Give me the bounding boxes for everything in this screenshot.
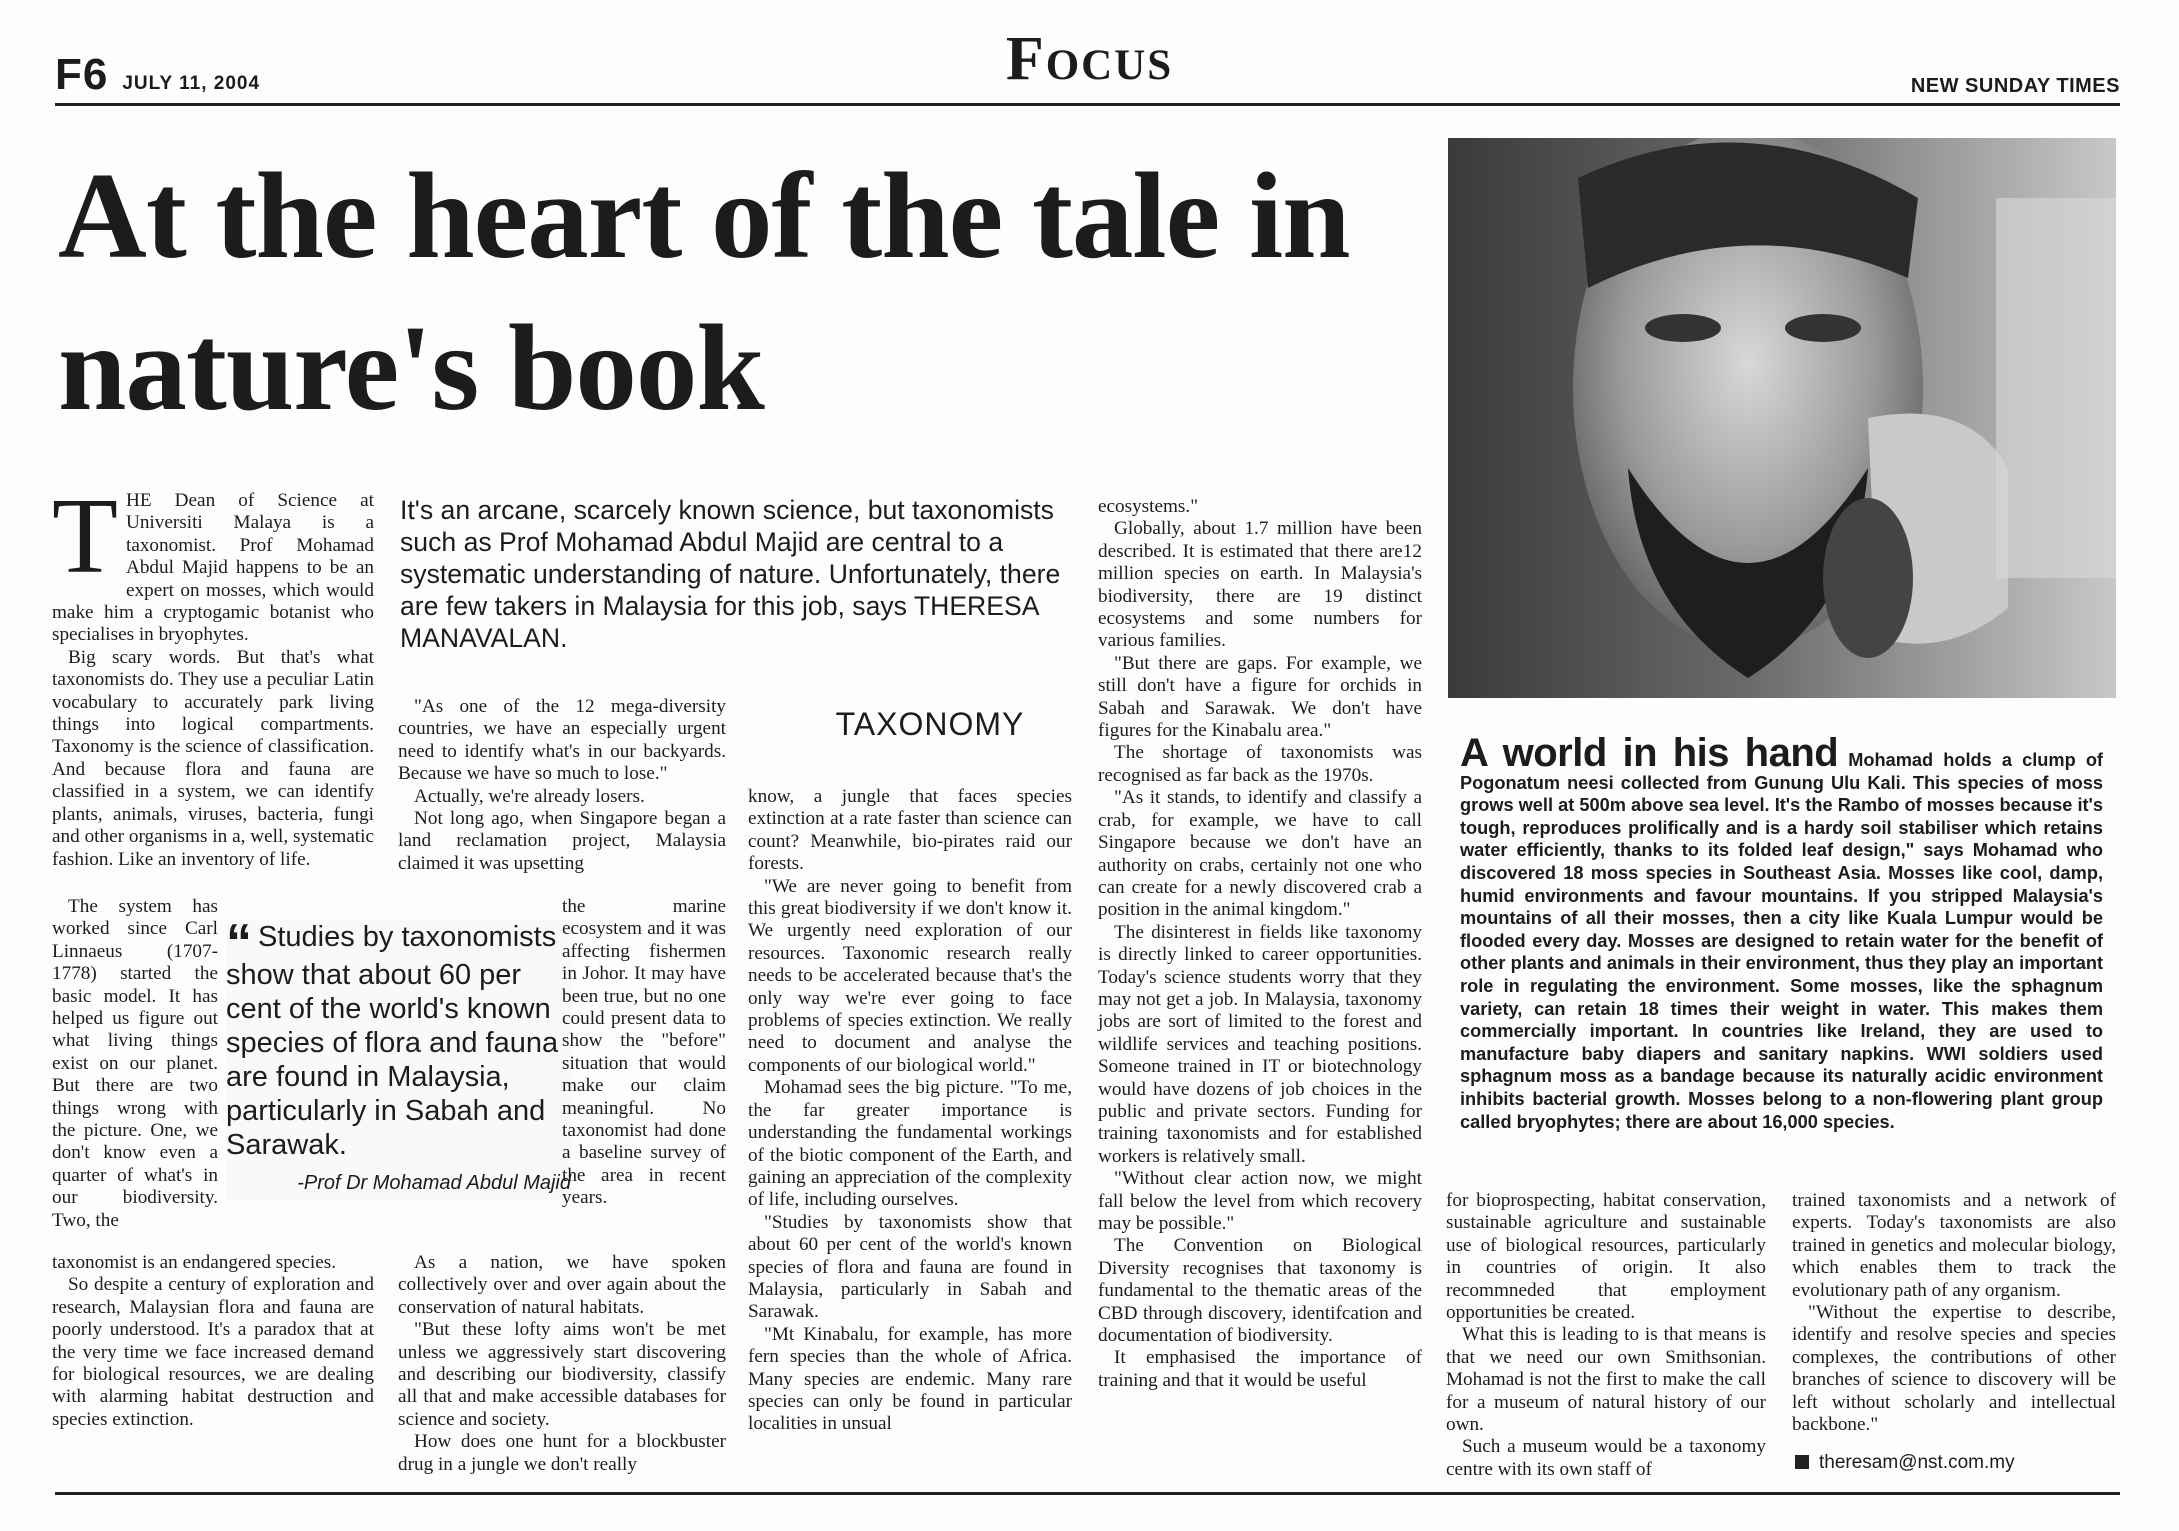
paragraph: The system has worked since Carl Linnaeus (1707-1778) started the basic model. It has helped us figure out what living things exist on our planet. But there are two things wrong with the picture. One, we don't know even a quarter of what's in our biodiversity. Two, the (52, 896, 218, 1231)
column-3 (748, 786, 1072, 1436)
paragraph: Globally, about 1.7 million have been described. It is estimated that there are12 million species on earth. In Malaysia's biodiversity, there are 19 distinct ecosystems and some numbers for various families. (1098, 518, 1422, 652)
drop-cap: T (52, 477, 118, 596)
paragraph: "Without clear action now, we might fall below the level from which recovery may be possible." (1098, 1168, 1422, 1234)
caption-text: Mohamad holds a clump of Pogonatum neesi collected from Gunung Ulu Kali. This species of moss grows well at 500m above sea level. It's the Rambo of mosses because it's tough, reproduces prolifically and is a hardy soil stabiliser which retains water efficiently, thanks to its folded leaf design," says Mohamad who discovered 18 moss species in Southeast Asia. Mosses like cool, damp, humid environments and favour mountains. If you stripped Malaysia's mountains of all their mosses, then a city like Kuala Lumpur would be flooded every day. Mosses are designed to retain water for the benefit of other plants and animals in their environment, thus they play an important role in regulating the environment. Some mosses, like the sphagnum variety, can retain 18 times their weight in water. This makes them commercially important. In countries like Ireland, they are used to manufacture baby diapers and sanitary napkins. WWI soldiers used sphagnum moss as a bandage because its naturally acidic environment inhibits bacterial growth. Mosses belong to a non-flowering plant group called bryophytes; there are about 16,000 species. (1460, 750, 2103, 1132)
story-deck: It's an arcane, scarcely known science, but taxonomists such as Prof Mohamad Abdul Majid are central to a systematic understanding of nature. Unfortunately, there are few takers in Malaysia for this job, says THERESA MANAVALAN. (400, 495, 1061, 653)
paragraph: The shortage of taxonomists was recognised as far back as the 1970s. (1098, 742, 1422, 786)
paragraph: Big scary words. But that's what taxonomists do. They use a peculiar Latin vocabulary to accurately park living things into logical compartments. Taxonomy is the science of classification. And because flora and fauna are classified in a system, we can identify plants, animals, viruses, bacteria, fungi and other organisms in a, well, systematic fashion. Like an inventory of life. (52, 646, 374, 870)
column-6 (1792, 1190, 2116, 1436)
paragraph: As a nation, we have spoken collectively over and over again about the conservation of natural habitats. (398, 1252, 726, 1318)
column-1-narrow (52, 896, 218, 1232)
newspaper-name: NEW SUNDAY TIMES (1910, 75, 2120, 97)
paragraph: "As it stands, to identify and classify a crab, for example, we have to call Singapore because we don't have an authority on crabs, certainly not one who can create for a newly discovered crab a position in the animal kingdom." (1098, 787, 1422, 921)
column-4 (1098, 496, 1422, 1392)
column-2-top (398, 696, 726, 875)
paragraph: know, a jungle that faces species extinction at a rate faster than science can count? Meanwhile, bio-pirates raid our forests. (748, 786, 1072, 875)
paragraph: "Mt Kinabalu, for example, has more fern species than the whole of Africa. Many species are endemic. Many rare species can only be found in particular localities in unsual (748, 1323, 1072, 1435)
paragraph: ecosystems." (1098, 496, 1199, 517)
bottom-rule (55, 1492, 2120, 1495)
paragraph: Such a museum would be a taxonomy centre with its own staff of (1446, 1436, 1766, 1480)
paragraph: "But these lofty aims won't be met unless we aggressively start discovering and describing our biodiversity, classify all that and make accessible databases for science and society. (398, 1319, 726, 1430)
topic-kicker: TAXONOMY (835, 706, 1025, 742)
paragraph: Actually, we're already losers. (414, 785, 645, 807)
lead-paragraph: THE Dean of Science at Universiti Malaya is a taxonomist. Prof Mohamad Abdul Majid happens to be an expert on mosses, which would make him a cryptogamic botanist who specialises in bryophytes. (52, 477, 374, 646)
paragraph: Not long ago, when Singapore began a land reclamation project, Malaysia claimed it was upsetting (398, 808, 726, 874)
paragraph: So despite a century of exploration and research, Malaysian flora and fauna are poorly understood. It's a paradox that at the very time we face increased demand for biological resources, we are dealing with alarming habitat destruction and species extinction. (52, 1274, 374, 1430)
pull-quote (226, 914, 571, 1200)
paragraph: "Without the expertise to describe, identify and resolve species and species complexes, the contributions of other branches of science to discovery will be left without scholarly and intellectual backbone." (1792, 1302, 2116, 1436)
paragraph: Mohamad sees the big picture. "To me, the far greater importance is understanding the fundamental workings of the biotic component of the Earth, and gaining an appreciation of the complexity of life, including ourselves. (748, 1077, 1072, 1211)
paragraph: the marine ecosystem and it was affecting fishermen in Johor. It may have been true, but no one could present data to show the "before" situation that would make our claim meaningful. No taxonomist had done a baseline survey of the area in recent years. (562, 896, 726, 1209)
photo-man-holding-moss (1448, 138, 2116, 698)
quote-mark-icon: “ (226, 914, 252, 972)
paragraph: The disinterest in fields like taxonomy is directly linked to career opportunities. Today's science students worry that they may not get a job. In Malaysia, taxonomy jobs are sort of limited to the forest and wildlife services and teaching positions. Someone trained in IT or biotechnology would have dozens of job choices in the public and private sectors. Funding for training taxonomists and for established workers is relatively small. (1098, 921, 1422, 1167)
top-rule (55, 103, 2120, 106)
paragraph: How does one hunt for a blockbuster drug in a jungle we don't really (398, 1431, 726, 1475)
column-1-bottom (52, 1252, 374, 1431)
issue-date: JULY 11, 2004 (122, 73, 261, 94)
paragraph: "Studies by taxonomists show that about 60 per cent of the world's known species of flora and fauna are found in Malaysia, particularly in Sabah and Sarawak. (748, 1211, 1072, 1323)
column-2-narrow (562, 896, 726, 1210)
paragraph: "We are never going to benefit from this great biodiversity if we don't know it. We urgently need exploration of our resources. Taxonomic research really needs to be accelerated because that's the only way we're ever going to face problems of species extinction. We really need to document and analyse the components of our biological world." (748, 875, 1072, 1076)
paragraph: It emphasised the importance of training and that it would be useful (1098, 1347, 1422, 1391)
bullet-square-icon (1795, 1455, 1809, 1469)
paragraph: taxonomist is an endangered species. (52, 1252, 336, 1273)
paragraph: "As one of the 12 mega-diversity countries, we have an especially urgent need to identify what's in our backyards. Because we have so much to lose." (398, 696, 726, 785)
headline: At the heart of the tale in nature's book (58, 147, 1350, 436)
column-5 (1446, 1190, 1766, 1481)
column-2-bottom (398, 1252, 726, 1476)
photo-caption (1460, 731, 2103, 1133)
page-number: F6 (55, 50, 109, 99)
paragraph: trained taxonomists and a network of experts. Today's taxonomists are also trained in genetics and molecular biology, which enables them to track the evolutionary path of any organism. (1792, 1190, 2116, 1301)
caption-title: A world in his hand (1460, 731, 1839, 775)
paragraph: "But there are gaps. For example, we still don't have a figure for orchids in Sabah and Sarawak. We don't have figures for the Kinabalu area." (1098, 652, 1422, 742)
pull-quote-text: Studies by taxonomists show that about 60 per cent of the world's known species of flora and fauna are found in Malaysia, particularly in Sabah and Sarawak. (226, 921, 559, 1161)
column-1-top (52, 477, 374, 871)
paragraph: for bioprospecting, habitat conservation, sustainable agriculture and sustainable use of biological resources, particularly in countries of origin. It also recommneded that employment opportunities be created. (1446, 1190, 1766, 1324)
author-email[interactable]: theresam@nst.com.my (1795, 1452, 2015, 1474)
section-name: Focus (1005, 25, 1174, 93)
paragraph: The Convention on Biological Diversity recognises that taxonomy is fundamental to the thematic areas of the CBD through discovery, identifcation and documentation of biodiversity. (1098, 1235, 1422, 1347)
paragraph: What this is leading to is that means is that we need our own Smithsonian. Mohamad is not the first to make the call for a museum of natural history of our own. (1446, 1324, 1766, 1436)
pull-quote-attribution: -Prof Dr Mohamad Abdul Majid (297, 1172, 571, 1194)
